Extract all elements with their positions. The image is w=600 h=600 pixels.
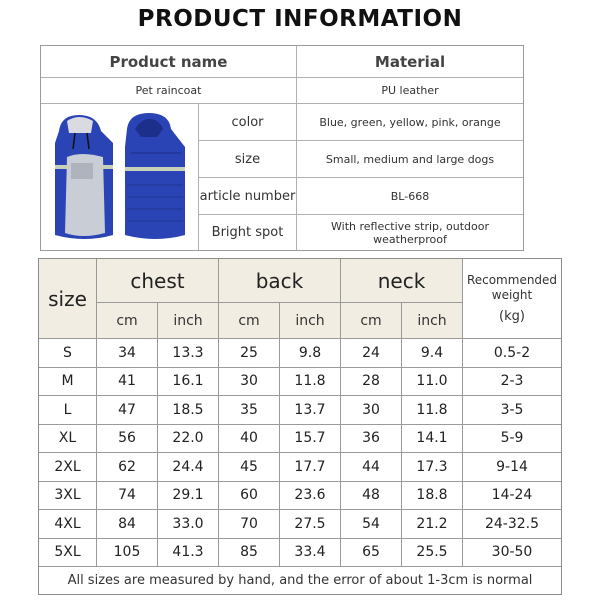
measurement-cell: 60 bbox=[219, 482, 280, 511]
measurement-cell: 29.1 bbox=[158, 482, 219, 511]
page-title: PRODUCT INFORMATION bbox=[137, 6, 463, 32]
measurement-cell: 15.7 bbox=[280, 425, 341, 454]
bright-spot-value: With reflective strip, outdoor weatherproof bbox=[331, 219, 489, 246]
raincoat-image bbox=[45, 107, 195, 247]
raincoat-back-view bbox=[125, 113, 185, 239]
size-column-header: size bbox=[39, 259, 97, 339]
size-cell: L bbox=[39, 396, 97, 425]
measurement-cell: 105 bbox=[97, 539, 158, 568]
measurement-cell: 44 bbox=[341, 453, 402, 482]
measurement-cell: 23.6 bbox=[280, 482, 341, 511]
size-cell: 3XL bbox=[39, 482, 97, 511]
measurement-cell: 13.3 bbox=[158, 339, 219, 368]
measurement-cell: 84 bbox=[97, 510, 158, 539]
measurement-cell: 25 bbox=[219, 339, 280, 368]
measurement-cell: 9.8 bbox=[280, 339, 341, 368]
measurement-cell: 41 bbox=[97, 368, 158, 397]
measurement-cell: 11.8 bbox=[280, 368, 341, 397]
weight-header-line2: weight bbox=[491, 288, 533, 302]
size-cell: 5XL bbox=[39, 539, 97, 568]
chest-cm-header: cm bbox=[97, 303, 158, 339]
measurement-cell: 40 bbox=[219, 425, 280, 454]
weight-header-line1: Recommended bbox=[466, 273, 558, 287]
raincoat-front-view bbox=[55, 115, 113, 239]
measurement-cell: 45 bbox=[219, 453, 280, 482]
back-header: back bbox=[219, 259, 341, 303]
article-number-label: article number bbox=[199, 178, 297, 215]
weight-cell: 30-50 bbox=[463, 539, 561, 568]
measurement-cell: 14.1 bbox=[402, 425, 463, 454]
material-header: Material bbox=[297, 46, 523, 78]
measurement-cell: 11.8 bbox=[402, 396, 463, 425]
measurement-cell: 24.4 bbox=[158, 453, 219, 482]
color-label: color bbox=[199, 104, 297, 141]
measurement-cell: 35 bbox=[219, 396, 280, 425]
size-label: size bbox=[199, 141, 297, 178]
neck-cm-header: cm bbox=[341, 303, 402, 339]
measurement-cell: 28 bbox=[341, 368, 402, 397]
measurement-cell: 74 bbox=[97, 482, 158, 511]
size-cell: 4XL bbox=[39, 510, 97, 539]
weight-cell: 3-5 bbox=[463, 396, 561, 425]
measurement-cell: 34 bbox=[97, 339, 158, 368]
measurement-cell: 13.7 bbox=[280, 396, 341, 425]
size-cell: XL bbox=[39, 425, 97, 454]
measurement-cell: 30 bbox=[341, 396, 402, 425]
measurement-cell: 22.0 bbox=[158, 425, 219, 454]
neck-inch-header: inch bbox=[402, 303, 463, 339]
bright-spot-label: Bright spot bbox=[199, 215, 297, 250]
measurement-cell: 33.4 bbox=[280, 539, 341, 568]
measurement-cell: 30 bbox=[219, 368, 280, 397]
recommended-weight-header bbox=[463, 259, 561, 339]
chest-inch-header: inch bbox=[158, 303, 219, 339]
back-inch-header: inch bbox=[280, 303, 341, 339]
measurement-cell: 85 bbox=[219, 539, 280, 568]
size-chart-table bbox=[38, 258, 562, 595]
measurement-cell: 18.5 bbox=[158, 396, 219, 425]
weight-cell: 14-24 bbox=[463, 482, 561, 511]
neck-header: neck bbox=[341, 259, 463, 303]
measurement-cell: 17.3 bbox=[402, 453, 463, 482]
measurement-cell: 27.5 bbox=[280, 510, 341, 539]
measurement-cell: 41.3 bbox=[158, 539, 219, 568]
size-cell: 2XL bbox=[39, 453, 97, 482]
weight-cell: 5-9 bbox=[463, 425, 561, 454]
weight-unit: (kg) bbox=[499, 309, 525, 324]
measurement-cell: 47 bbox=[97, 396, 158, 425]
weight-cell: 9-14 bbox=[463, 453, 561, 482]
article-number-value: BL-668 bbox=[297, 178, 523, 215]
weight-cell: 24-32.5 bbox=[463, 510, 561, 539]
measurement-cell: 62 bbox=[97, 453, 158, 482]
measurement-cell: 16.1 bbox=[158, 368, 219, 397]
weight-cell: 0.5-2 bbox=[463, 339, 561, 368]
product-photo bbox=[41, 104, 199, 250]
measurement-cell: 18.8 bbox=[402, 482, 463, 511]
measurement-cell: 65 bbox=[341, 539, 402, 568]
product-info-table bbox=[40, 45, 524, 251]
product-name-header: Product name bbox=[41, 46, 297, 78]
material-value: PU leather bbox=[297, 78, 523, 104]
size-value: Small, medium and large dogs bbox=[297, 141, 523, 178]
measurement-cell: 25.5 bbox=[402, 539, 463, 568]
measurement-cell: 33.0 bbox=[158, 510, 219, 539]
measurement-cell: 56 bbox=[97, 425, 158, 454]
weight-cell: 2-3 bbox=[463, 368, 561, 397]
measurement-cell: 11.0 bbox=[402, 368, 463, 397]
measurement-cell: 70 bbox=[219, 510, 280, 539]
product-name-value: Pet raincoat bbox=[41, 78, 297, 104]
size-cell: M bbox=[39, 368, 97, 397]
measurement-cell: 9.4 bbox=[402, 339, 463, 368]
size-cell: S bbox=[39, 339, 97, 368]
chest-header: chest bbox=[97, 259, 219, 303]
measurement-cell: 54 bbox=[341, 510, 402, 539]
measurement-cell: 17.7 bbox=[280, 453, 341, 482]
measurement-cell: 21.2 bbox=[402, 510, 463, 539]
measurement-cell: 48 bbox=[341, 482, 402, 511]
measurement-footnote: All sizes are measured by hand, and the error of about 1-3cm is normal bbox=[67, 573, 533, 588]
measurement-cell: 24 bbox=[341, 339, 402, 368]
measurement-cell: 36 bbox=[341, 425, 402, 454]
back-cm-header: cm bbox=[219, 303, 280, 339]
color-value: Blue, green, yellow, pink, orange bbox=[297, 104, 523, 141]
